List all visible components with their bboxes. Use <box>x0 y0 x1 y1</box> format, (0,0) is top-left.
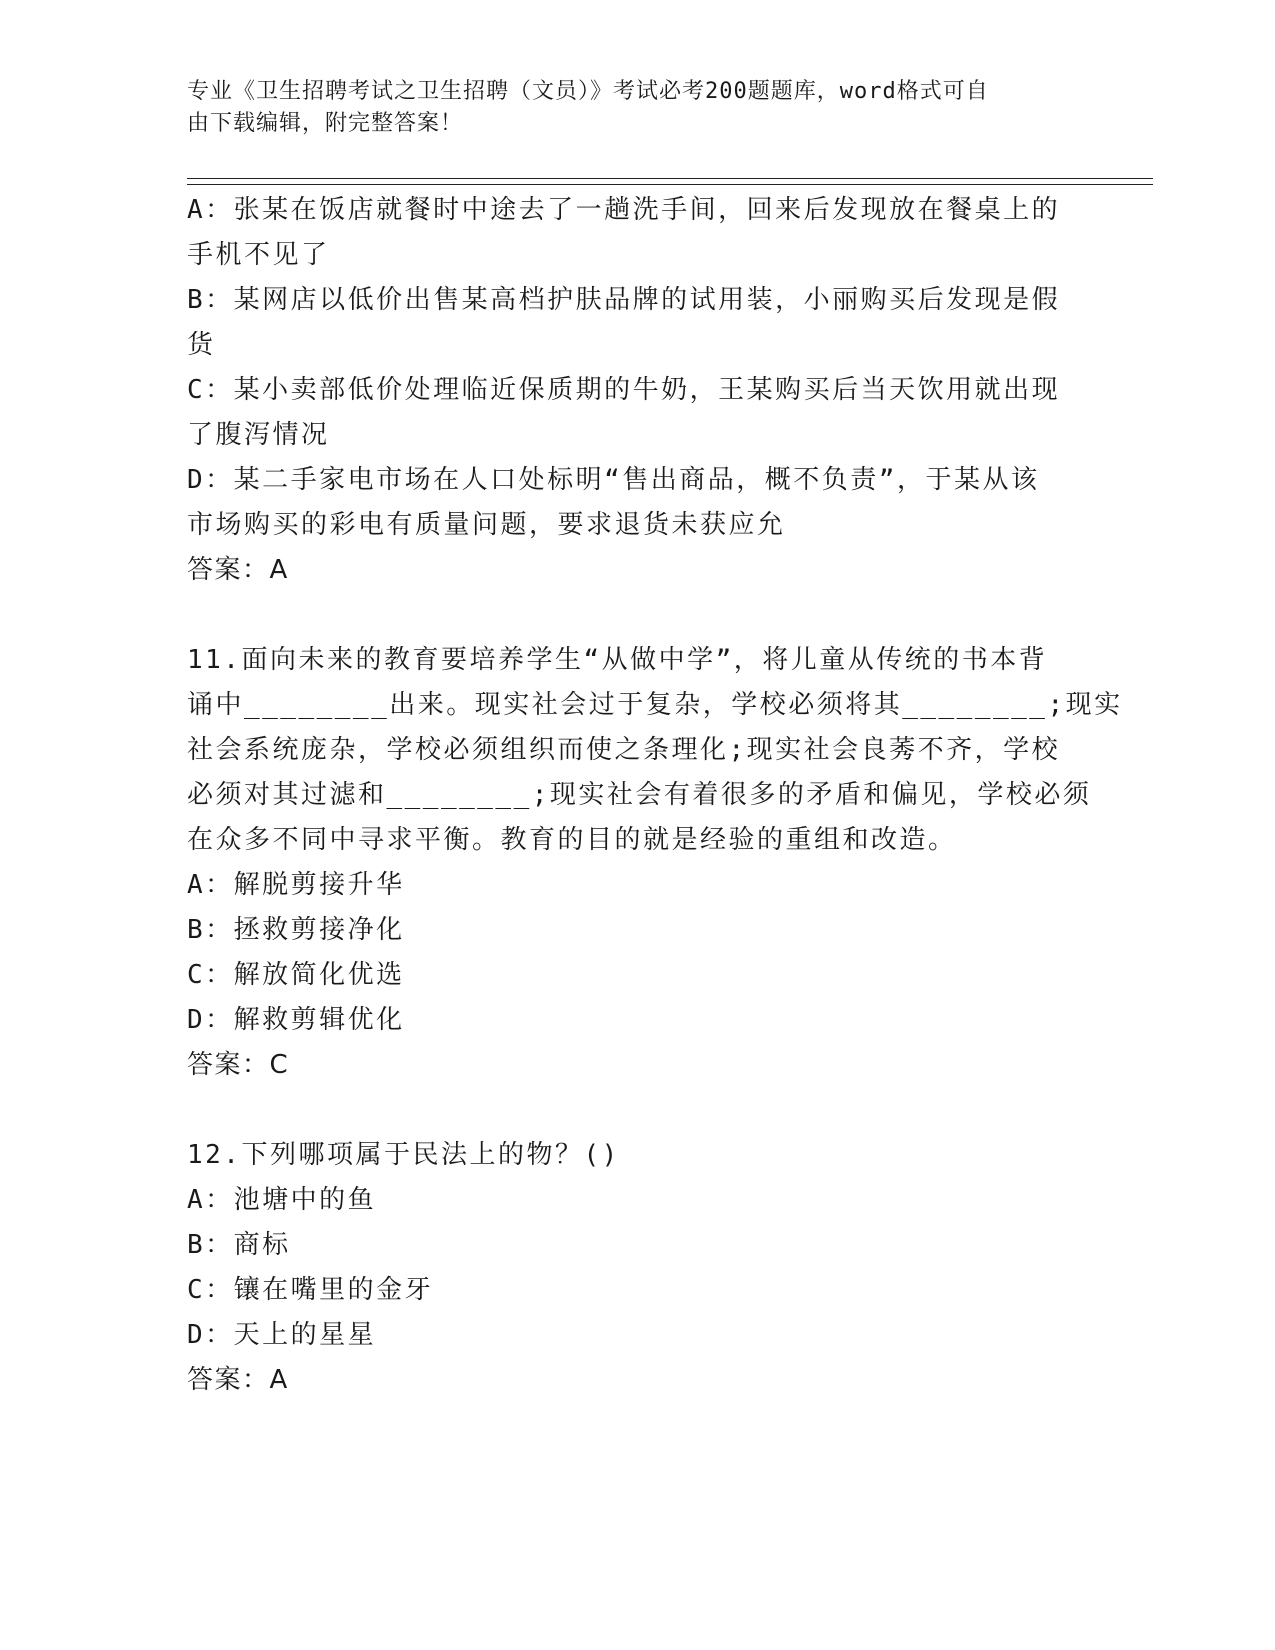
answer-line: 答案：A <box>187 555 289 585</box>
option-c-line-1: C：某小卖部低价处理临近保质期的牛奶，王某购买后当天饮用就出现 <box>187 375 1061 405</box>
option-b: B：商标 <box>187 1230 291 1260</box>
question-11 <box>187 638 1123 1088</box>
option-c-line-2: 了腹泻情况 <box>187 420 330 450</box>
question-stem-line-3: 社会系统庞杂，学校必须组织而使之条理化;现实社会良莠不齐，学校 <box>187 735 1061 765</box>
option-a-line-2: 手机不见了 <box>187 240 330 270</box>
option-c: C：镶在嘴里的金牙 <box>187 1275 434 1305</box>
document-header <box>187 76 1067 140</box>
option-a: A：解脱剪接升华 <box>187 870 405 900</box>
question-stem-line-4: 必须对其过滤和________;现实社会有着很多的矛盾和偏见，学校必须 <box>187 780 1092 810</box>
option-d-line-1: D：某二手家电市场在人口处标明“售出商品，概不负责”，于某从该 <box>187 465 1040 495</box>
option-b: B：拯救剪接净化 <box>187 915 405 945</box>
option-c: C：解放简化优选 <box>187 960 405 990</box>
option-a-line-1: A：张某在饭店就餐时中途去了一趟洗手间，回来后发现放在餐桌上的 <box>187 195 1061 225</box>
option-a: A：池塘中的鱼 <box>187 1185 377 1215</box>
option-d: D：解救剪辑优化 <box>187 1005 405 1035</box>
answer-line: 答案：A <box>187 1365 289 1395</box>
spacer <box>187 1088 1067 1133</box>
option-d: D：天上的星星 <box>187 1320 377 1350</box>
header-divider-top <box>187 178 1153 179</box>
answer-line: 答案：C <box>187 1050 290 1080</box>
question-stem-line-5: 在众多不同中寻求平衡。教育的目的就是经验的重组和改造。 <box>187 825 957 855</box>
question-stem: 12.下列哪项属于民法上的物？() <box>187 1140 620 1170</box>
spacer <box>187 593 1067 638</box>
document-body <box>187 188 1123 1403</box>
header-divider-bottom <box>187 184 1153 185</box>
question-stem-line-2: 诵中________出来。现实社会过于复杂，学校必须将其________;现实 <box>187 690 1123 720</box>
option-d-line-2: 市场购买的彩电有质量问题，要求退货未获应允 <box>187 510 786 540</box>
header-line-2: 由下载编辑，附完整答案！ <box>187 111 464 136</box>
option-b-line-1: B：某网店以低价出售某高档护肤品牌的试用装，小丽购买后发现是假 <box>187 285 1061 315</box>
header-line-1: 专业《卫生招聘考试之卫生招聘（文员）》考试必考200题题库，word格式可自 <box>187 79 989 104</box>
option-b-line-2: 货 <box>187 330 216 360</box>
question-stem-line-1: 11.面向未来的教育要培养学生“从做中学”，将儿童从传统的书本背 <box>187 645 1048 675</box>
question-12 <box>187 1133 1067 1403</box>
question-10-options <box>187 188 1067 593</box>
